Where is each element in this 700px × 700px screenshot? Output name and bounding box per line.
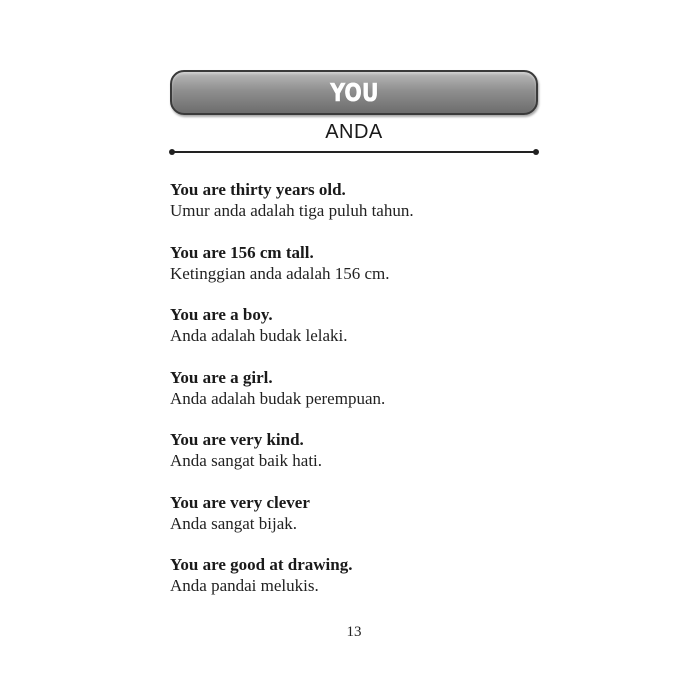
phrase-entry <box>170 304 570 367</box>
phrase-entry <box>170 492 570 555</box>
divider-dot-left <box>169 149 175 155</box>
phrase-malay: Ketinggian anda adalah 156 cm. <box>170 263 390 283</box>
phrase-malay: Anda adalah budak lelaki. <box>170 326 348 345</box>
title-banner <box>170 70 538 115</box>
phrase-english: You are thirty years old. <box>170 180 346 199</box>
page-subtitle: ANDA <box>325 121 383 143</box>
phrase-english: You are good at drawing. <box>170 555 353 574</box>
phrase-malay: Anda pandai melukis. <box>170 576 319 595</box>
phrase-entry <box>170 554 570 617</box>
phrase-english: You are a boy. <box>170 305 273 324</box>
page-number: 13 <box>346 624 362 640</box>
phrase-english: You are a girl. <box>170 367 273 387</box>
phrase-list <box>170 179 570 617</box>
phrase-entry <box>170 179 570 242</box>
phrase-english: You are very kind. <box>170 430 304 449</box>
phrase-entry <box>170 429 570 492</box>
phrase-english: You are very clever <box>170 492 310 512</box>
divider-rule <box>172 151 536 153</box>
phrase-entry <box>170 242 570 305</box>
page-title: YOU <box>329 78 379 107</box>
phrase-malay: Anda adalah budak perempuan. <box>170 388 386 408</box>
phrase-malay: Anda sangat bijak. <box>170 513 297 533</box>
phrase-entry <box>170 367 570 430</box>
phrase-malay: Anda sangat baik hati. <box>170 451 323 470</box>
phrase-english: You are 156 cm tall. <box>170 242 314 262</box>
divider-dot-right <box>533 149 539 155</box>
phrase-malay: Umur anda adalah tiga puluh tahun. <box>170 201 414 220</box>
